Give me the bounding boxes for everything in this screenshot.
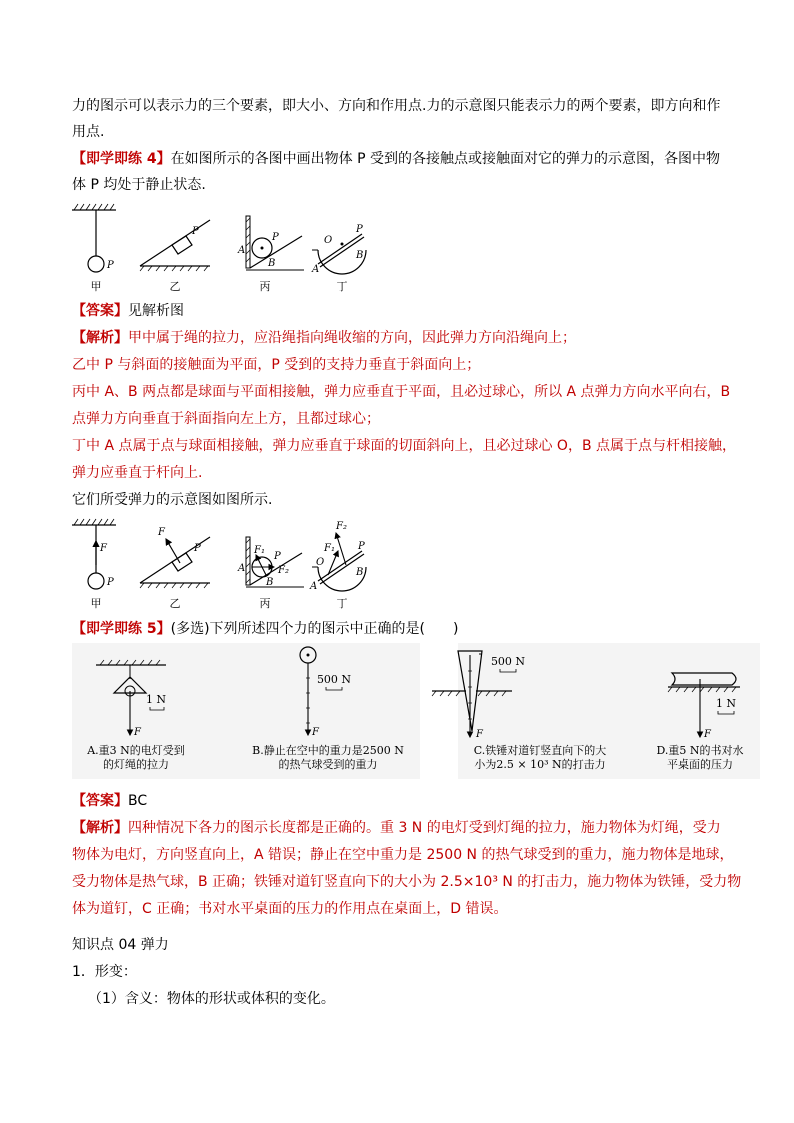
label-A: A <box>312 264 320 275</box>
panel-a-caption <box>76 744 196 772</box>
fig-label-ding: 丁 <box>336 597 348 610</box>
ex4-question-line-1 <box>72 148 732 170</box>
ex4-analysis-text: 甲中属于绳的拉力，应沿绳指向绳收缩的方向，因此弹力方向沿绳向上； <box>128 330 576 346</box>
ex4-analysis-line-4: 点弹力方向垂直于斜面指向左上方，且都过球心； <box>72 411 380 427</box>
knowledge-point-title: 知识点 04 弹力 <box>72 937 169 953</box>
ex5-analysis-tag: 【解析】 <box>72 820 128 836</box>
label-A: A <box>238 563 246 574</box>
panel-b-figure <box>300 647 351 738</box>
label-F1: F₁ <box>324 543 335 554</box>
ex5-question-text: (多选)下列所述四个力的图示中正确的是( ) <box>170 621 459 637</box>
label-A: A <box>238 245 246 256</box>
label-O: O <box>316 557 325 568</box>
ex5-answer-tag: 【答案】 <box>72 793 128 809</box>
panel-b-caption-1: B.静止在空中的重力是2500 N <box>252 744 404 757</box>
figure-jia <box>72 204 116 293</box>
ex4-analysis-line-5: 丁中 A 点属于点与球面相接触，弹力应垂直于球面的切面斜向上，且必过球心 O，B 点属于点与杆相接触， <box>72 438 736 454</box>
ex5-answer-text: BC <box>128 793 148 809</box>
answer-figure-bing <box>237 537 304 610</box>
ex5-analysis-text: 四种情况下各力的图示长度都是正确的。重 3 N 的电灯受到灯绳的拉力，施力物体为灯绳，受力 <box>128 820 721 836</box>
intro-line-2: 用点. <box>72 124 105 140</box>
ex5-question <box>72 618 732 640</box>
fig-label-bing: 丙 <box>259 597 271 610</box>
panel-a-figure <box>96 660 166 738</box>
fig-label-yi: 乙 <box>169 597 181 610</box>
ex5-tag: 【即学即练 5】 <box>72 621 171 637</box>
label-F1: F₁ <box>254 545 265 556</box>
label-A: A <box>310 581 318 592</box>
ex4-analysis-tag: 【解析】 <box>72 330 128 346</box>
ex4-answer-figure <box>60 515 380 615</box>
knowledge-item-1-1: （1）含义：物体的形状或体积的变化。 <box>88 991 335 1007</box>
knowledge-item-1: 1．形变： <box>72 964 137 980</box>
label-P: P <box>274 551 281 562</box>
panel-b-caption <box>238 744 418 772</box>
panel-c-figure <box>432 651 525 740</box>
panel-b-caption-2: 的热气球受到的重力 <box>278 758 378 771</box>
figure-ding <box>311 224 366 293</box>
ex4-question-figure <box>60 198 380 298</box>
ex5-answer <box>72 790 732 812</box>
fig-label-ding: 丁 <box>336 280 348 293</box>
panel-d-caption-1: D.重5 N的书对水 <box>656 744 744 757</box>
ex5-analysis-line-4: 体为道钉，C 正确；书对水平桌面的压力的作用点在桌面上，D 错误。 <box>72 901 508 917</box>
scale-label: 1 N <box>715 697 737 710</box>
label-P: P <box>356 224 363 235</box>
ex5-figures <box>72 643 762 743</box>
label-P: P <box>194 543 201 554</box>
label-P: P <box>358 541 365 552</box>
label-P: P <box>272 232 279 243</box>
label-F2: F₂ <box>336 521 347 532</box>
answer-figure-jia <box>72 519 116 610</box>
answer-figure-ding <box>309 521 366 610</box>
fig-label-bing: 丙 <box>259 280 271 293</box>
ex4-analysis-line-1 <box>72 327 732 349</box>
label-F: F <box>704 729 711 740</box>
figure-bing <box>237 216 304 293</box>
figure-yi <box>140 220 210 293</box>
panel-c-caption <box>460 744 620 772</box>
label-F: F <box>158 527 165 538</box>
label-B: B <box>266 577 274 588</box>
label-F2: F₂ <box>278 565 289 576</box>
label-F: F <box>100 543 107 554</box>
ex4-analysis-line-3: 丙中 A、B 两点都是球面与平面相接触，弹力应垂直于平面，且必过球心，所以 A 点弹力方向水平向右，B <box>72 384 731 400</box>
panel-d-caption <box>640 744 760 772</box>
panel-a-caption-2: 的灯绳的拉力 <box>103 758 169 771</box>
ex4-tag: 【即学即练 4】 <box>72 151 171 167</box>
ex4-conclusion: 它们所受弹力的示意图如图所示. <box>72 492 273 508</box>
ex4-answer-text: 见解析图 <box>128 303 184 319</box>
panel-c-caption-1: C.铁锤对道钉竖直向下的大 <box>473 744 607 757</box>
panel-d-figure <box>668 673 740 740</box>
fig-label-yi: 乙 <box>169 280 181 293</box>
label-P: P <box>107 577 114 588</box>
intro-line-1: 力的图示可以表示力的三个要素，即大小、方向和作用点.力的示意图只能表示力的两个要素，即方向和作 <box>72 98 721 114</box>
ex4-answer-tag: 【答案】 <box>72 303 128 319</box>
label-F: F <box>312 727 319 738</box>
label-P: P <box>192 226 199 237</box>
ex4-question-line-2: 体 P 均处于静止状态. <box>72 177 206 193</box>
label-F: F <box>476 729 483 740</box>
ex4-question-text: 在如图所示的各图中画出物体 P 受到的各接触点或接触面对它的弹力的示意图，各图中物 <box>170 151 720 167</box>
panel-c-caption-2: 小为2.5 × 10³ N的打击力 <box>474 758 606 771</box>
ex4-analysis-line-6: 弹力应垂直于杆向上. <box>72 465 203 481</box>
fig-label-jia: 甲 <box>90 597 102 610</box>
scale-label: 1 N <box>145 693 167 706</box>
ex5-analysis-line-3: 受力物体是热气球，B 正确；铁锤对道钉竖直向下的大小为 2.5×10³ N 的打击力，施力物体为铁锤，受力物 <box>72 874 742 890</box>
answer-figure-yi <box>140 527 210 610</box>
ex4-answer <box>72 300 732 322</box>
panel-d-caption-2: 平桌面的压力 <box>667 758 733 771</box>
label-O: O <box>324 235 333 246</box>
scale-label: 500 N <box>490 655 526 668</box>
ex4-analysis-line-2: 乙中 P 与斜面的接触面为平面，P 受到的支持力垂直于斜面向上； <box>72 357 481 373</box>
label-F: F <box>134 727 141 738</box>
label-P: P <box>107 260 114 271</box>
label-B: B <box>356 250 364 261</box>
ex5-analysis-line-1 <box>72 817 732 839</box>
label-B: B <box>356 567 364 578</box>
ex5-analysis-line-2: 物体为电灯，方向竖直向上，A 错误；静止在空中重力是 2500 N 的热气球受到的重力，施力物体是地球， <box>72 847 734 863</box>
label-B: B <box>268 258 276 269</box>
fig-label-jia: 甲 <box>90 280 102 293</box>
scale-label: 500 N <box>316 673 352 686</box>
panel-a-caption-1: A.重3 N的电灯受到 <box>87 744 185 757</box>
